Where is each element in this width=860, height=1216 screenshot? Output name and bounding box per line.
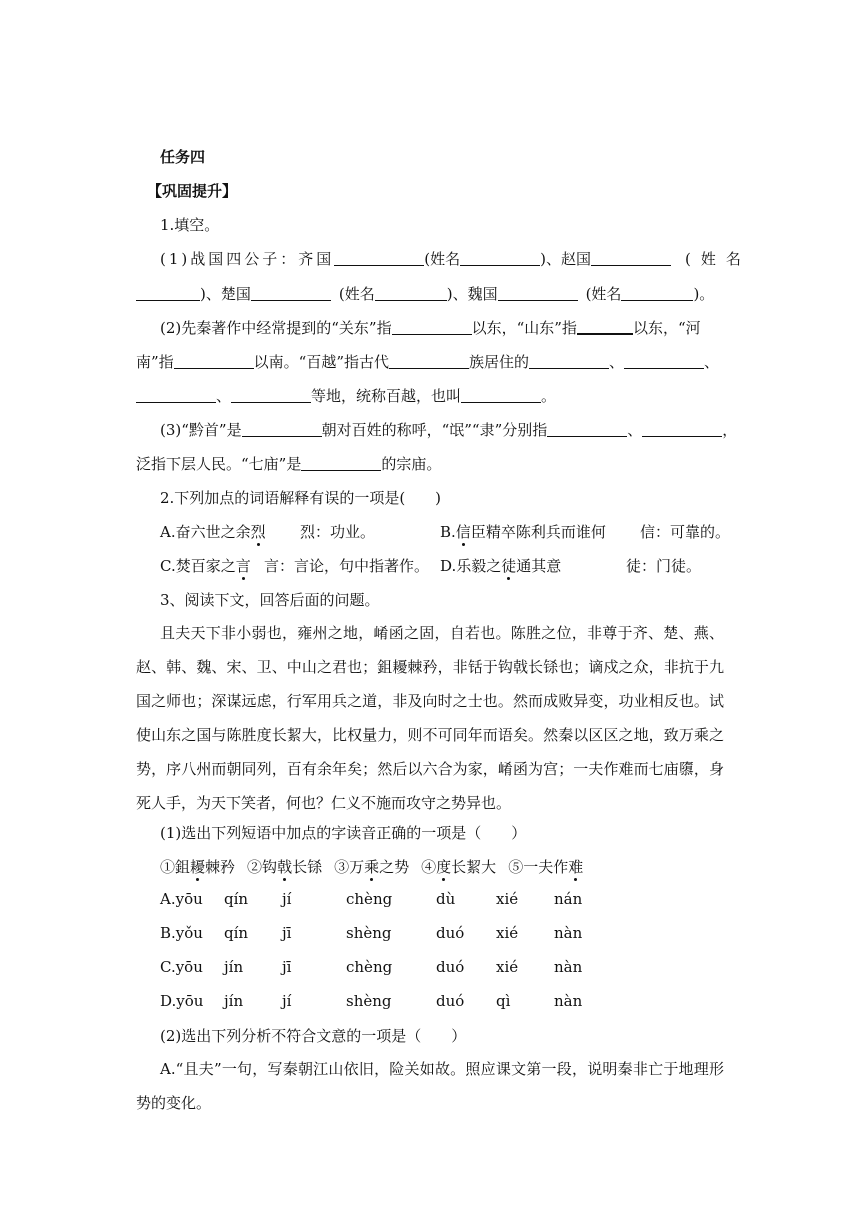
q1-text: 、 bbox=[704, 353, 720, 371]
q2-stem: 2.下列加点的词语解释有误的一项是( ) bbox=[160, 489, 442, 507]
pinyin-cell: duó bbox=[436, 992, 465, 1010]
blank bbox=[547, 421, 627, 437]
dotted-char: 耰 bbox=[190, 858, 206, 876]
pinyin-cell: B.yǒu bbox=[160, 924, 203, 942]
pinyin-cell: xié bbox=[496, 958, 519, 976]
blank bbox=[624, 353, 704, 369]
q3-item-1: ①鉏耰棘矜 bbox=[160, 858, 236, 876]
pinyin-cell: qín bbox=[224, 924, 249, 942]
q1-text: 朝对百姓的称呼，“氓”“隶”分别指 bbox=[321, 421, 548, 439]
q2-dotted-char: 言 bbox=[235, 557, 251, 575]
section-title: 【巩固提升】 bbox=[147, 182, 238, 200]
dotted-char: 乘 bbox=[364, 858, 380, 876]
blank bbox=[529, 353, 609, 369]
q2-option-c bbox=[160, 555, 251, 576]
q3-item-4: ④度长絜大 bbox=[421, 858, 497, 876]
pinyin-cell: D.yōu bbox=[160, 992, 204, 1010]
q2-text: A.奋六世之余 bbox=[160, 523, 251, 541]
q1-text: ， bbox=[722, 421, 738, 439]
pinyin-cell: qín bbox=[224, 890, 249, 908]
pinyin-cell: dù bbox=[436, 890, 456, 908]
blank bbox=[231, 387, 311, 403]
q3-passage: 且夫天下非小弱也，雍州之地，崤函之固，自若也。陈胜之位，非尊于齐、楚、燕、赵、韩、魏、宋、卫、中山之君也；鉏耰棘矜，非铦于钩戟长铩也；谪戍之众，非抗于九国之师也；深谋远虑，行军用兵之道，非及向时之士也。然而成败异变，功业相反也。试使山东之国与陈胜度长絜大，比权量力，则不可同年而语矣。然秦以区区之地，致万乘之势，序八州而朝同列，百有余年矣；然后以六合为家，崤函为宫；一夫作难而七庙隳，身死人手，为天下笑者，何也？仁义不施而攻守之势异也。 bbox=[136, 624, 724, 812]
q1-text: 等地，统称百越，也叫 bbox=[311, 387, 462, 405]
q1-text: 南”指 bbox=[136, 353, 174, 371]
q3-item-5: ⑤一夫作难 bbox=[508, 858, 584, 876]
q3-sub2-option-a: A.“且夫”一句，写秦朝江山依旧，险关如故。照应课文第一段，说明秦非亡于地理形势的变化。 bbox=[136, 1060, 724, 1112]
q3-items bbox=[160, 856, 583, 877]
pinyin-cell: shèng bbox=[346, 924, 392, 942]
q1-text: (姓名 bbox=[424, 250, 461, 268]
q1-part1-line2 bbox=[136, 283, 714, 304]
q1-text: (姓名 bbox=[585, 285, 622, 303]
q1-part3-line2 bbox=[136, 453, 441, 474]
q1-text: 泛指下层人民。“七庙”是 bbox=[136, 455, 302, 473]
q2-option-d-explain: 徒：门徒。 bbox=[626, 557, 702, 575]
pinyin-cell: jín bbox=[224, 958, 244, 976]
blank bbox=[136, 285, 200, 301]
pinyin-cell: jī bbox=[282, 924, 292, 942]
q3-pinyin-option-row bbox=[160, 924, 610, 944]
blank bbox=[301, 455, 381, 471]
q1-text: (姓名 bbox=[684, 250, 751, 268]
q1-text: (3)“黔首”是 bbox=[160, 421, 242, 439]
pinyin-cell: xié bbox=[496, 924, 519, 942]
q1-part1-line1 bbox=[160, 248, 751, 269]
task-title: 任务四 bbox=[160, 148, 206, 166]
blank bbox=[461, 387, 541, 403]
q3-pinyin-option-row bbox=[160, 890, 610, 910]
q1-text: 以东，“山东”指 bbox=[471, 319, 577, 337]
q1-text: )、楚国 bbox=[200, 285, 251, 303]
q2-text: 臣精卒陈利兵而谁何 bbox=[470, 523, 606, 541]
q1-text: 、 bbox=[216, 387, 232, 405]
q1-text: 。 bbox=[541, 387, 557, 405]
blank bbox=[642, 421, 722, 437]
pinyin-cell: A.yōu bbox=[160, 890, 203, 908]
blank bbox=[174, 353, 254, 369]
q2-text: D.乐毅之 bbox=[440, 557, 502, 575]
q1-text: )、魏国 bbox=[446, 285, 498, 303]
blank bbox=[251, 285, 331, 301]
q2-option-b-explain: 信：可靠的。 bbox=[640, 523, 731, 541]
dotted-char: 戟 bbox=[277, 858, 293, 876]
pinyin-cell: chèng bbox=[346, 890, 393, 908]
q3-item-2: ②钩戟长铩 bbox=[247, 858, 323, 876]
pinyin-cell: qì bbox=[496, 992, 511, 1010]
q1-text: )。 bbox=[693, 285, 715, 303]
q3-pinyin-option-row bbox=[160, 958, 610, 978]
pinyin-cell: jín bbox=[224, 992, 244, 1010]
q2-text: 通其意 bbox=[516, 557, 562, 575]
q3-pinyin-option-row bbox=[160, 992, 610, 1012]
q1-text: 以东，“河 bbox=[632, 319, 701, 337]
pinyin-cell: nàn bbox=[554, 958, 583, 976]
pinyin-cell: duó bbox=[436, 924, 465, 942]
q1-text: )、赵国 bbox=[540, 250, 591, 268]
pinyin-cell: jí bbox=[282, 890, 292, 908]
blank bbox=[460, 250, 540, 266]
q2-text: C.焚百家之 bbox=[160, 557, 236, 575]
q1-text: 、 bbox=[609, 353, 625, 371]
q1-part2-line3 bbox=[136, 385, 556, 406]
blank bbox=[375, 285, 447, 301]
pinyin-cell: chèng bbox=[346, 958, 393, 976]
q2-dotted-char: 徒 bbox=[501, 557, 517, 575]
dotted-char: 度 bbox=[436, 858, 452, 876]
pinyin-cell: nàn bbox=[554, 992, 583, 1010]
q2-option-a bbox=[160, 521, 266, 542]
q1-text: (1)战国四公子：齐国 bbox=[160, 250, 335, 268]
q1-part2-line1 bbox=[160, 317, 701, 338]
q3-sub2-stem: (2)选出下列分析不符合文意的一项是（ ） bbox=[160, 1027, 467, 1045]
q1-text: (姓名 bbox=[338, 285, 375, 303]
q2-dotted-char: 信 bbox=[455, 523, 471, 541]
blank bbox=[136, 387, 216, 403]
pinyin-cell: duó bbox=[436, 958, 465, 976]
blank bbox=[621, 285, 693, 301]
q2-option-c-explain: 言：言论，句中指著作。 bbox=[264, 557, 430, 575]
q1-text: 以南。“百越”指古代 bbox=[253, 353, 390, 371]
pinyin-cell: C.yōu bbox=[160, 958, 203, 976]
dotted-char: 难 bbox=[568, 858, 584, 876]
q1-label: 1.填空。 bbox=[160, 216, 220, 234]
q1-text: 族居住的 bbox=[469, 353, 530, 371]
blank bbox=[591, 250, 671, 266]
q1-text: 、 bbox=[627, 421, 643, 439]
q1-text: (2)先秦著作中经常提到的“关东”指 bbox=[160, 319, 392, 337]
pinyin-cell: xié bbox=[496, 890, 519, 908]
q2-option-b bbox=[440, 521, 606, 542]
blank bbox=[242, 421, 322, 437]
q3-stem: 3、阅读下文，回答后面的问题。 bbox=[160, 591, 380, 609]
blank bbox=[392, 319, 472, 335]
q1-text: 的宗庙。 bbox=[381, 455, 442, 473]
q2-dotted-char: 烈 bbox=[250, 523, 266, 541]
q1-part3-line1 bbox=[160, 419, 737, 440]
q3-sub1-stem: (1)选出下列短语中加点的字读音正确的一项是（ ） bbox=[160, 824, 527, 842]
blank bbox=[334, 250, 424, 266]
q2-text: B. bbox=[440, 523, 456, 541]
pinyin-cell: nán bbox=[554, 890, 583, 908]
blank bbox=[498, 285, 578, 301]
q1-part2-line2 bbox=[136, 351, 719, 372]
pinyin-cell: shèng bbox=[346, 992, 392, 1010]
blank bbox=[389, 353, 469, 369]
q3-item-3: ③万乘之势 bbox=[334, 858, 410, 876]
pinyin-cell: nàn bbox=[554, 924, 583, 942]
blank bbox=[577, 318, 633, 335]
q2-option-a-explain: 烈：功业。 bbox=[300, 523, 376, 541]
pinyin-cell: jī bbox=[282, 958, 292, 976]
q2-option-d bbox=[440, 555, 561, 576]
pinyin-cell: jí bbox=[282, 992, 292, 1010]
